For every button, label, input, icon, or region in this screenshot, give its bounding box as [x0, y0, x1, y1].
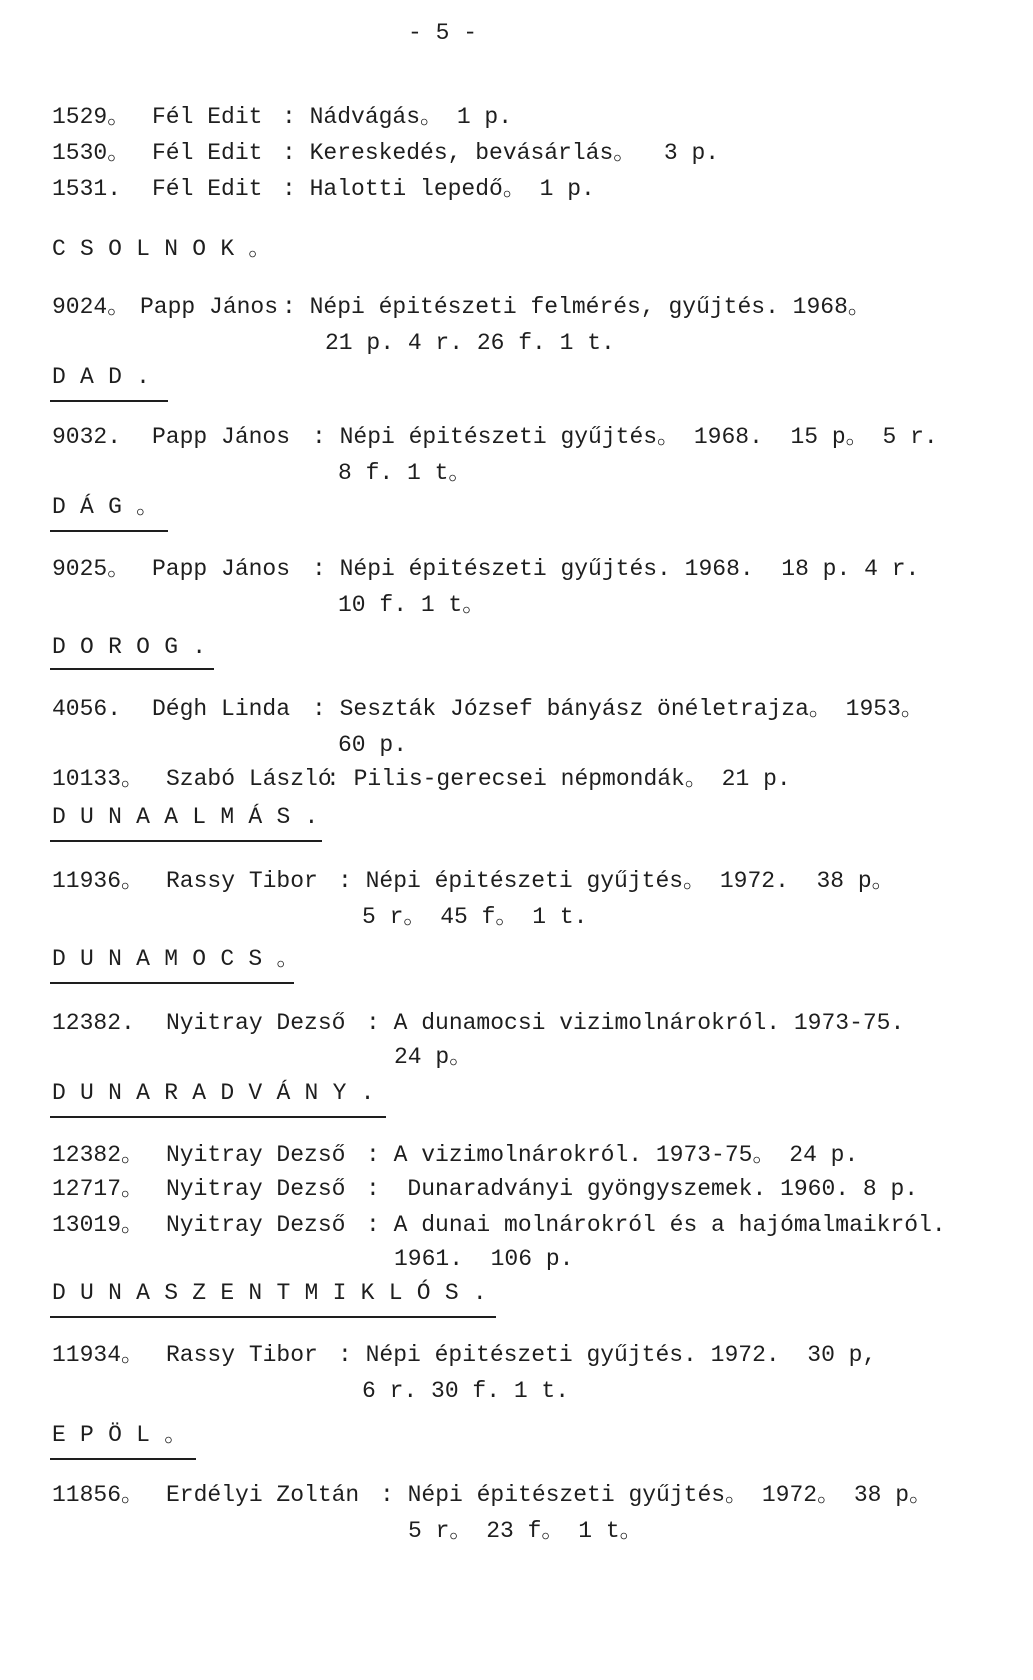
section-heading: DUNAALMÁS.	[52, 804, 333, 830]
entry-author: Nyitray Dezső	[166, 1176, 346, 1202]
entry-title: : Népi épitészeti gyűjtés。 1972。 38 p。	[380, 1482, 933, 1508]
entry-author: Dégh Linda	[152, 696, 291, 722]
entry-number: 12382。	[52, 1142, 145, 1168]
entry-title: : Népi épitészeti gyűjtés. 1972. 30 p,	[338, 1342, 877, 1368]
heading-underline	[50, 668, 214, 670]
entry-title: : Seszták József bányász önéletrajza。 1953。	[312, 696, 924, 722]
section-heading: DOROG.	[52, 634, 221, 660]
entry-number: 9024。	[52, 294, 131, 320]
heading-underline	[50, 1458, 196, 1460]
entry-number: 9032.	[52, 424, 122, 450]
entry-title: : Halotti lepedő。 1 p.	[282, 176, 595, 202]
entry-author: Szabó László	[166, 766, 332, 792]
entry-title: : Kereskedés, bevásárlás。 3 p.	[282, 140, 720, 166]
entry-continuation: 60 p.	[338, 732, 408, 758]
entry-number: 13019。	[52, 1212, 145, 1238]
entry-title: : Népi épitészeti felmérés, gyűjtés. 1968。	[282, 294, 871, 320]
section-heading: DUNASZENTMIKLÓS.	[52, 1280, 501, 1306]
entry-number: 9025。	[52, 556, 131, 582]
entry-author: Papp János	[152, 556, 291, 582]
entry-number: 12382.	[52, 1010, 135, 1036]
section-heading: EPÖL。	[52, 1422, 202, 1448]
heading-underline	[50, 982, 294, 984]
entry-continuation: 1961. 106 p.	[394, 1246, 574, 1272]
entry-author: Fél Edit	[152, 140, 263, 166]
entry-author: Rassy Tibor	[166, 868, 318, 894]
entry-title: : Népi épitészeti gyűjtés. 1968. 18 p. 4 r.	[312, 556, 920, 582]
entry-author: Nyitray Dezső	[166, 1142, 346, 1168]
entry-author: Nyitray Dezső	[166, 1010, 346, 1036]
entry-number: 11934。	[52, 1342, 145, 1368]
page-number: - 5 -	[408, 20, 478, 46]
entry-continuation: 21 p. 4 r. 26 f. 1 t.	[325, 330, 615, 356]
entry-number: 1531.	[52, 176, 122, 202]
entry-number: 11856。	[52, 1482, 145, 1508]
entry-continuation: 10 f. 1 t。	[338, 592, 486, 618]
entry-author: Papp János	[140, 294, 279, 320]
heading-underline	[50, 840, 322, 842]
entry-continuation: 6 r. 30 f. 1 t.	[362, 1378, 570, 1404]
entry-title: : Nádvágás。 1 p.	[282, 104, 513, 130]
section-heading: DAD.	[52, 364, 165, 390]
heading-underline	[50, 400, 168, 402]
entry-number: 4056.	[52, 696, 122, 722]
entry-number: 11936。	[52, 868, 145, 894]
entry-title: : A dunai molnárokról és a hajómalmaikról.	[366, 1212, 946, 1238]
entry-continuation: 8 f. 1 t。	[338, 460, 472, 486]
entry-number: 1530。	[52, 140, 131, 166]
entry-continuation: 24 p。	[394, 1044, 473, 1070]
section-heading: DÁG。	[52, 494, 174, 520]
entry-title: : Népi épitészeti gyűjtés。 1968. 15 p。 5 r.	[312, 424, 938, 450]
heading-underline	[50, 1116, 386, 1118]
section-heading: CSOLNOK。	[52, 236, 286, 262]
entry-title: : A dunamocsi vizimolnárokról. 1973-75.	[366, 1010, 905, 1036]
entry-author: Nyitray Dezső	[166, 1212, 346, 1238]
entry-author: Rassy Tibor	[166, 1342, 318, 1368]
entry-author: Fél Edit	[152, 104, 263, 130]
entry-author: Papp János	[152, 424, 291, 450]
entry-title: : Pilis-gerecsei népmondák。 21 p.	[326, 766, 791, 792]
entry-continuation: 5 r。 45 f。 1 t.	[362, 904, 588, 930]
entry-number: 1529。	[52, 104, 131, 130]
entry-author: Fél Edit	[152, 176, 263, 202]
section-heading: DUNARADVÁNY.	[52, 1080, 389, 1106]
heading-underline	[50, 1316, 496, 1318]
section-heading: DUNAMOCS。	[52, 946, 314, 972]
entry-number: 10133。	[52, 766, 145, 792]
entry-continuation: 5 r。 23 f。 1 t。	[408, 1518, 643, 1544]
heading-underline	[50, 530, 168, 532]
entry-title: : Dunaradványi gyöngyszemek. 1960. 8 p.	[366, 1176, 919, 1202]
entry-number: 12717。	[52, 1176, 145, 1202]
entry-title: : A vizimolnárokról. 1973-75。 24 p.	[366, 1142, 859, 1168]
entry-author: Erdélyi Zoltán	[166, 1482, 360, 1508]
entry-title: : Népi épitészeti gyűjtés。 1972. 38 p。	[338, 868, 895, 894]
